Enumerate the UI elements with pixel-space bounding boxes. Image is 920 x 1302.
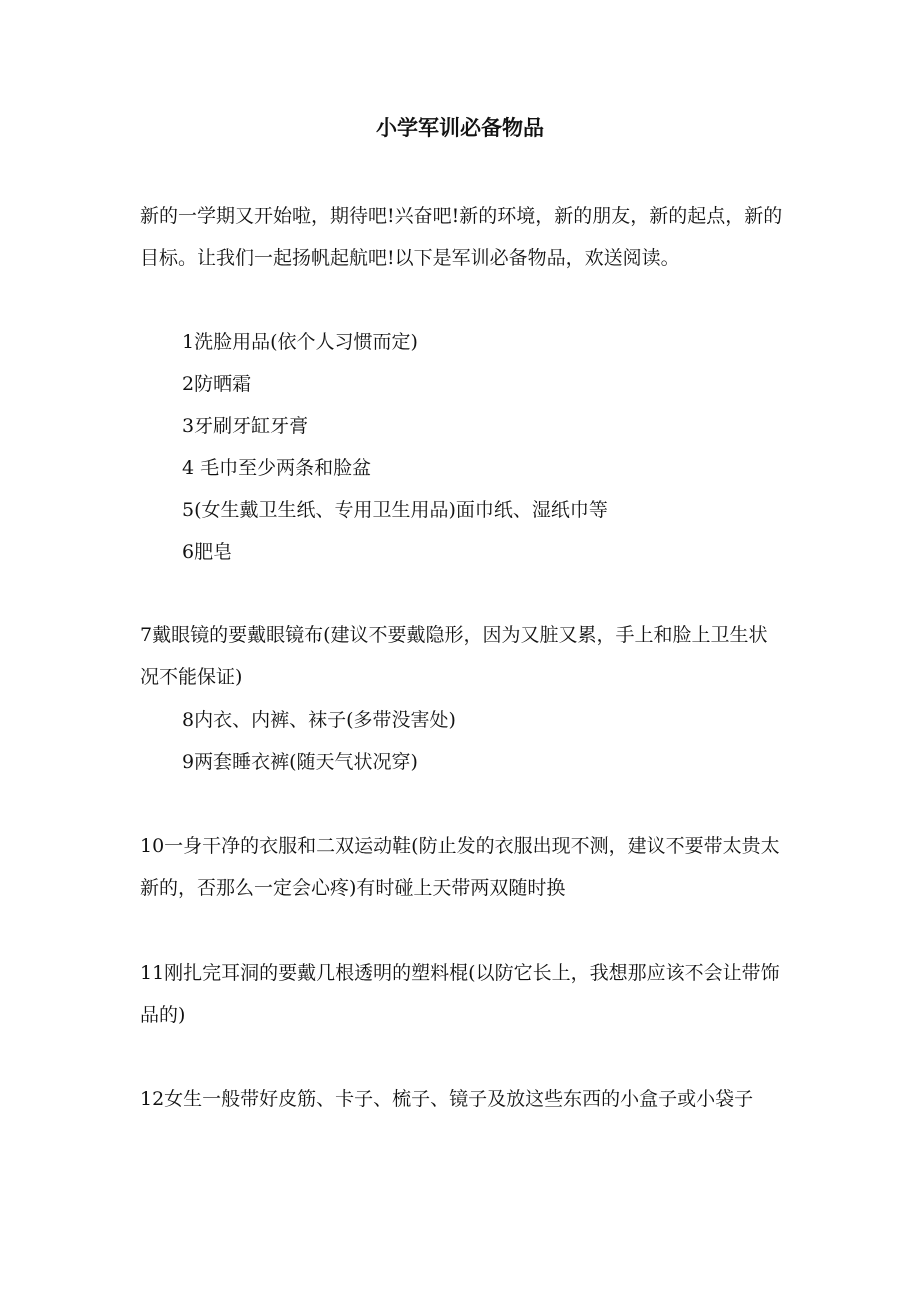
list-item: 5(女生戴卫生纸、专用卫生用品)面巾纸、湿纸巾等	[182, 499, 608, 521]
item-10-paragraph: 10一身干净的衣服和二双运动鞋(防止发的衣服出现不测，建议不要带太贵太新的，否那么一定会心疼)有时碰上天带两双随时换	[140, 835, 780, 899]
list-item: 2防晒霜	[182, 373, 252, 395]
document-title: 小学军训必备物品	[376, 115, 544, 140]
intro-paragraph: 新的一学期又开始啦，期待吧!兴奋吧!新的环境，新的朋友，新的起点，新的目标。让我们一起扬帆起航吧!以下是军训必备物品，欢送阅读。	[140, 205, 783, 269]
item-12-paragraph: 12女生一般带好皮筋、卡子、梳子、镜子及放这些东西的小盒子或小袋子	[140, 1088, 754, 1110]
list-item: 8内衣、内裤、袜子(多带没害处)	[182, 709, 456, 731]
list-item: 6肥皂	[182, 541, 233, 563]
list-item: 4 毛巾至少两条和脸盆	[182, 457, 372, 479]
list-item: 3牙刷牙缸牙膏	[182, 415, 309, 437]
list-item: 1洗脸用品(依个人习惯而定)	[182, 331, 418, 353]
item-7-paragraph: 7戴眼镜的要戴眼镜布(建议不要戴隐形，因为又脏又累，手上和脸上卫生状况不能保证)	[140, 624, 768, 688]
item-11-paragraph: 11刚扎完耳洞的要戴几根透明的塑料棍(以防它长上，我想那应该不会让带饰品的)	[140, 962, 780, 1026]
list-item: 9两套睡衣裤(随天气状况穿)	[182, 751, 418, 773]
